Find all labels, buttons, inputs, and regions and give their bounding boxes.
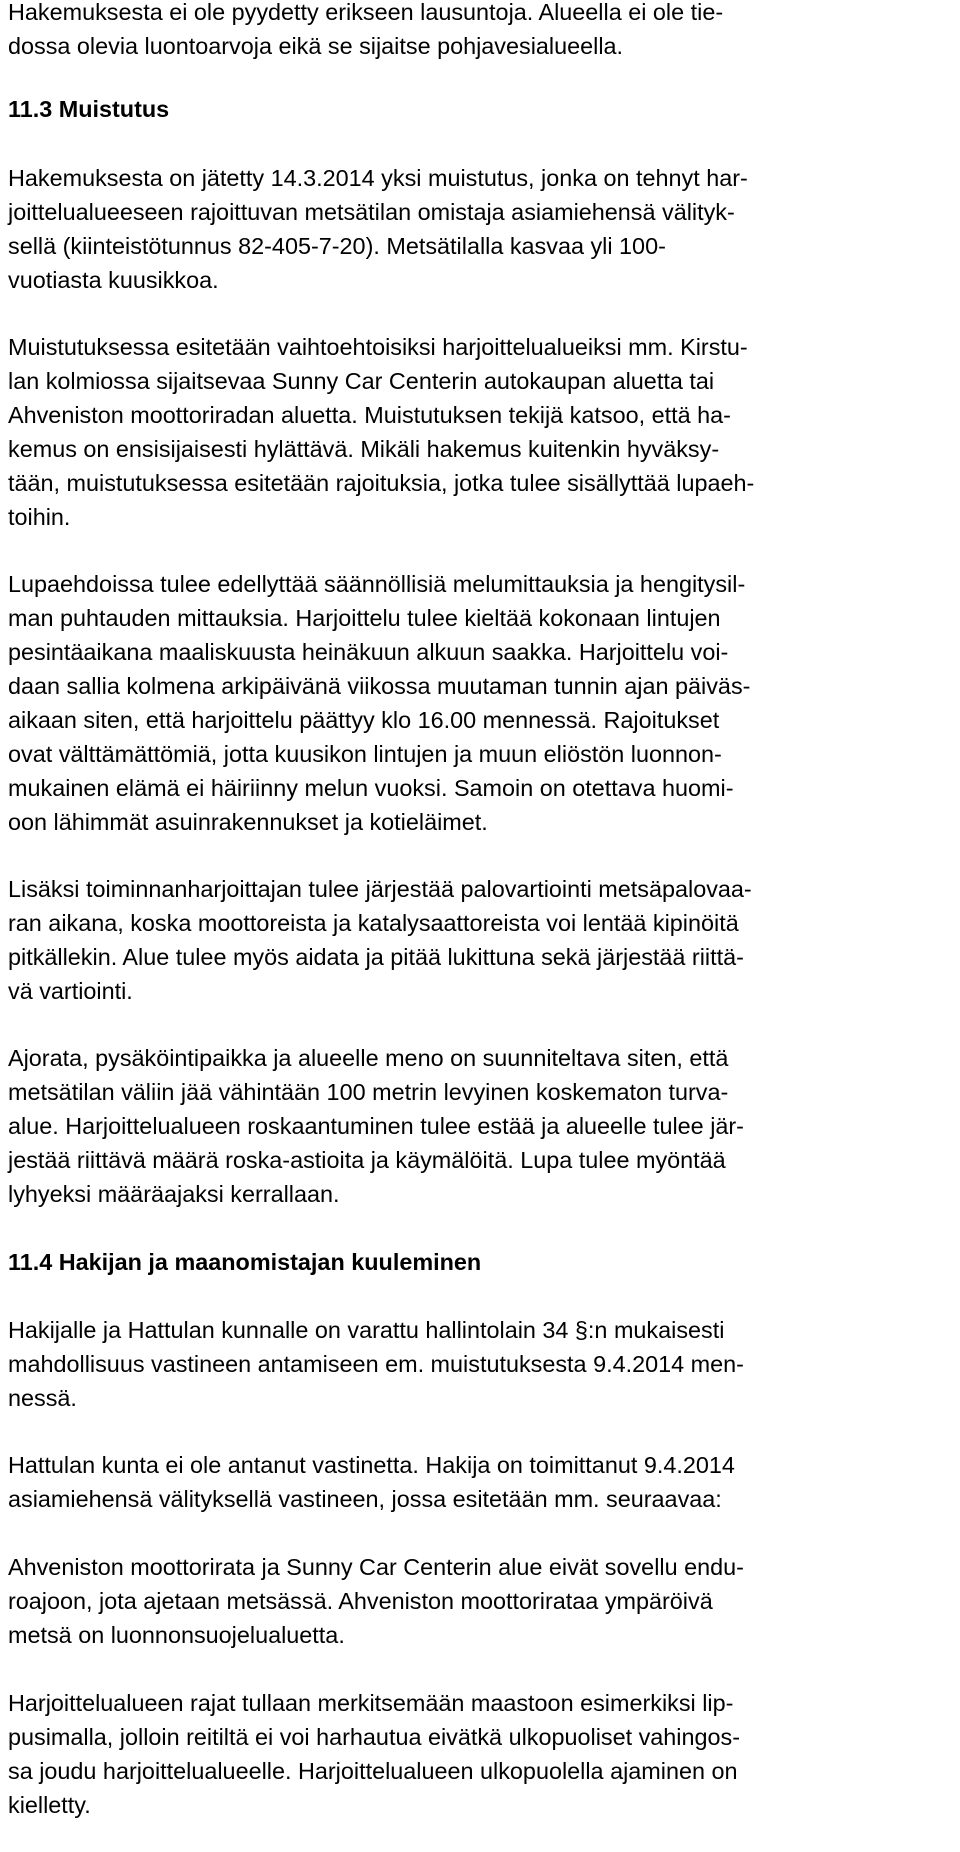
section-11-3-p1-line-4: vuotiasta kuusikkoa. <box>8 267 219 293</box>
section-11-4-p2-line-2: asiamiehensä välityksellä vastineen, jossa esitetään mm. seuraavaa: <box>8 1486 722 1512</box>
section-11-3-p4-line-2: ran aikana, koska moottoreista ja katalysaattoreista voi lentää kipinöitä <box>8 910 739 936</box>
section-11-3-p3-line-6: ovat välttämättömiä, jotta kuusikon lintujen ja muun eliöstön luonnon- <box>8 741 722 767</box>
section-11-3-p1-line-2: joittelualueeseen rajoittuvan metsätilan omistaja asiamiehensä välityk- <box>8 199 735 225</box>
section-11-3-p1-line-3: sellä (kiinteistötunnus 82-405-7-20). Metsätilalla kasvaa yli 100- <box>8 233 666 259</box>
section-11-4-p1-line-3: nessä. <box>8 1385 77 1411</box>
section-11-4-p4-line-4: kielletty. <box>8 1792 91 1818</box>
section-11-3-p2-line-6: toihin. <box>8 504 71 530</box>
section-11-3-p3-line-7: mukainen elämä ei häiriinny melun vuoksi. Samoin on otettava huomi- <box>8 775 734 801</box>
section-11-4-heading: 11.4 Hakijan ja maanomistajan kuuleminen <box>8 1249 482 1275</box>
section-11-4-p1-line-2: mahdollisuus vastineen antamiseen em. muistutuksesta 9.4.2014 men- <box>8 1351 744 1377</box>
section-11-4-p4-line-3: sa joudu harjoittelualueelle. Harjoittelualueen ulkopuolella ajaminen on <box>8 1758 738 1784</box>
section-11-3-p2-line-1: Muistutuksessa esitetään vaihtoehtoisiksi harjoittelualueiksi mm. Kirstu- <box>8 334 748 360</box>
section-11-3-p2-line-5: tään, muistutuksessa esitetään rajoituksia, jotka tulee sisällyttää lupaeh- <box>8 470 755 496</box>
intro-line-2: dossa olevia luontoarvoja eikä se sijaitse pohjavesialueella. <box>8 33 624 59</box>
section-11-3-p5-line-4: jestää riittävä määrä roska-astioita ja käymälöitä. Lupa tulee myöntää <box>8 1147 726 1173</box>
section-11-4-p4-line-1: Harjoittelualueen rajat tullaan merkitsemään maastoon esimerkiksi lip- <box>8 1690 734 1716</box>
section-11-3-p3-line-1: Lupaehdoissa tulee edellyttää säännöllisiä melumittauksia ja hengitysil- <box>8 571 746 597</box>
section-11-3-p2-line-3: Ahveniston moottoriradan aluetta. Muistutuksen tekijä katsoo, että ha- <box>8 402 731 428</box>
section-11-3-heading: 11.3 Muistutus <box>8 96 170 122</box>
intro-line-1: Hakemuksesta ei ole pyydetty erikseen lausuntoja. Alueella ei ole tie- <box>8 0 724 25</box>
section-11-3-p4-line-3: pitkällekin. Alue tulee myös aidata ja pitää lukittuna sekä järjestää riittä- <box>8 944 744 970</box>
section-11-3-p3-line-2: man puhtauden mittauksia. Harjoittelu tulee kieltää kokonaan lintujen <box>8 605 721 631</box>
section-11-3-p5-line-3: alue. Harjoittelualueen roskaantuminen tulee estää ja alueelle tulee jär- <box>8 1113 744 1139</box>
section-11-4-p3-line-1: Ahveniston moottorirata ja Sunny Car Centerin alue eivät sovellu endu- <box>8 1554 744 1580</box>
section-11-4-p3-line-3: metsä on luonnonsuojelualuetta. <box>8 1622 345 1648</box>
section-11-4-p1-line-1: Hakijalle ja Hattulan kunnalle on varattu hallintolain 34 §:n mukaisesti <box>8 1317 725 1343</box>
section-11-3-p1-line-1: Hakemuksesta on jätetty 14.3.2014 yksi muistutus, jonka on tehnyt har- <box>8 165 748 191</box>
section-11-4-p4-line-2: pusimalla, jolloin reitiltä ei voi harhautua eivätkä ulkopuoliset vahingos- <box>8 1724 741 1750</box>
section-11-3-p4-line-4: vä vartiointi. <box>8 978 133 1004</box>
section-11-3-p5-line-5: lyhyeksi määräajaksi kerrallaan. <box>8 1181 340 1207</box>
section-11-3-p3-line-3: pesintäaikana maaliskuusta heinäkuun alkuun saakka. Harjoittelu voi- <box>8 639 729 665</box>
section-11-3-p2-line-2: lan kolmiossa sijaitsevaa Sunny Car Centerin autokaupan aluetta tai <box>8 368 715 394</box>
section-11-3-p3-line-4: daan sallia kolmena arkipäivänä viikossa muutaman tunnin ajan päiväs- <box>8 673 751 699</box>
section-11-4-p2-line-1: Hattulan kunta ei ole antanut vastinetta. Hakija on toimittanut 9.4.2014 <box>8 1452 735 1478</box>
section-11-3-p5-line-2: metsätilan väliin jää vähintään 100 metrin levyinen koskematon turva- <box>8 1079 729 1105</box>
section-11-3-p2-line-4: kemus on ensisijaisesti hylättävä. Mikäli hakemus kuitenkin hyväksy- <box>8 436 720 462</box>
section-11-3-p5-line-1: Ajorata, pysäköintipaikka ja alueelle meno on suunniteltava siten, että <box>8 1045 729 1071</box>
section-11-3-p4-line-1: Lisäksi toiminnanharjoittajan tulee järjestää palovartiointi metsäpalovaa- <box>8 876 752 902</box>
section-11-3-p3-line-5: aikaan siten, että harjoittelu päättyy klo 16.00 mennessä. Rajoitukset <box>8 707 720 733</box>
section-11-4-p3-line-2: roajoon, jota ajetaan metsässä. Ahveniston moottorirataa ympäröivä <box>8 1588 713 1614</box>
section-11-3-p3-line-8: oon lähimmät asuinrakennukset ja kotieläimet. <box>8 809 488 835</box>
